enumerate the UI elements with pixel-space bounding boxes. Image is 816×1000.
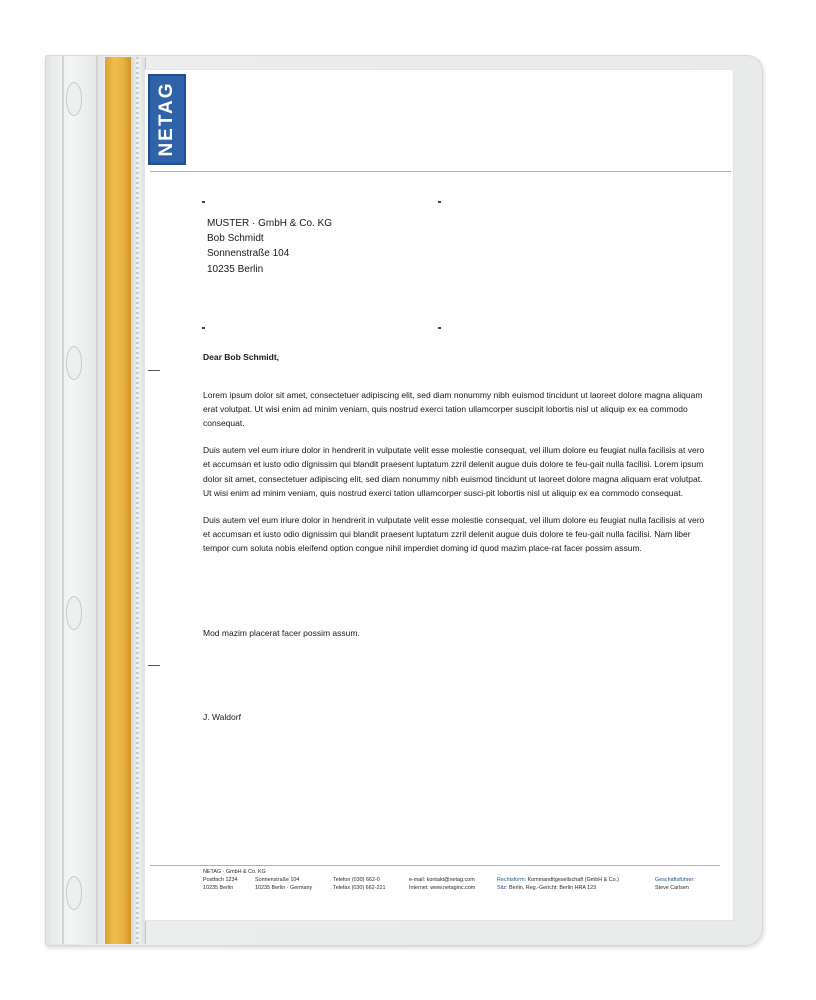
recipient-street: Sonnenstraße 104 [207,248,290,260]
signature: J. Waldorf [203,712,241,722]
window-mark [202,327,205,329]
body-paragraph: Duis autem vel eum iriure dolor in hendrerit in vulputate velit esse molestie consequat, vel illum dolore eu feugiat nulla facilisis at vero et accumsan et iusto odio dignissim qui blandit praesent luptatum zzril delenit augue duis dolore te feu-gait nulla facilisi. Nam liber tempor cum soluta nobis eleifend option congue nihil imperdiet doming id quod mazim place-rat facer possim assum. [203,514,705,553]
body-paragraph: Lorem ipsum dolor sit amet, consectetuer adipiscing elit, sed diam nonummy nibh euismod tincidunt ut laoreet dolore magna aliquam erat volutpat. Ut wisi enim ad minim veniam, quis nostrud exerci tation ullamcorper suscipit lobortis nisl ut aliquip ex ea commodo consequat. [203,390,703,429]
letter-sheet [145,70,733,920]
letter-body [203,350,713,568]
fold-mark [148,370,160,371]
folder-spine [49,56,103,944]
punch-hole [66,82,82,116]
footer-col-legal [497,876,619,892]
footer-fax: Telefax (030) 662-221 [333,885,386,891]
window-mark [438,201,441,203]
footer-col-manager [655,876,695,892]
footer-col-phone [333,876,385,892]
punch-hole [66,346,82,380]
footer-legal-value: Kommanditgesellschaft (GmbH & Co.) [527,877,619,883]
closing-line: Mod mazim placerat facer possim assum. [203,628,360,638]
footer-manager-label: Geschäftsführer: [655,877,695,883]
window-mark [438,327,441,329]
footer-legal-label: Rechtsform: [497,877,527,883]
fold-mark [148,665,160,666]
recipient-company: MUSTER · GmbH & Co. KG [207,218,333,229]
recipient-city: 10235 Berlin [207,263,264,275]
fastener-rail [131,57,146,944]
punch-hole [66,596,82,630]
body-paragraph: Duis autem vel eum iriure dolor in hendrerit in vulputate velit esse molestie consequat, vel illum dolore eu feugiat nulla facilisis at vero et accumsan et iusto odio dignissim qui blandit praesent luptatum zzril delenit augue duis dolore te feu-gait nulla facilisi. Lorem ipsum dolor sit amet, consectetuer adipiscing elit, sed diam nonummy nibh euismod tincidunt ut laoreet dolore magna aliquam erat volutpat. Ut wisi enim ad minim veniam, quis nostrud exerci tation ullamcorper susci-pit lobortis nisl ut aliquip ex ea commodo consequat. [203,445,705,498]
footer-street: Sonnenstraße 104 [255,877,300,883]
footer-web: Internet: www.netaginc.com [409,885,476,891]
netag-logo [148,74,186,165]
footer-col-address [255,876,312,892]
footer-manager-value: Steve Carlsen [655,885,689,891]
footer-company: NETAG · GmbH & Co. KG [203,869,266,875]
header-rule [150,171,731,172]
footer-email: e-mail: kontakt@netag.com [409,877,475,883]
label-strip [105,57,131,944]
footer-postfach: Postfach 1234 [203,877,238,883]
footer-city: 10235 Berlin [203,885,234,891]
footer-seat-value: Berlin, Reg.-Gericht: Berlin HRA 123 [508,885,597,891]
logo-text: NETAG [156,81,177,157]
recipient-name: Bob Schmidt [207,233,264,245]
spine-crease [62,56,64,944]
salutation: Dear Bob Schmidt, [203,352,280,362]
punch-hole [66,876,82,910]
spine-crease [96,56,98,944]
window-mark [202,201,205,203]
footer-seat-label: Sitz: [497,885,508,891]
footer-rule [150,865,720,866]
recipient-address [207,216,332,277]
footer-phone: Telefon (030) 662-0 [333,877,380,883]
footer-city-country: 10235 Berlin · Germany [255,885,313,891]
footer-col-contact [409,876,475,892]
